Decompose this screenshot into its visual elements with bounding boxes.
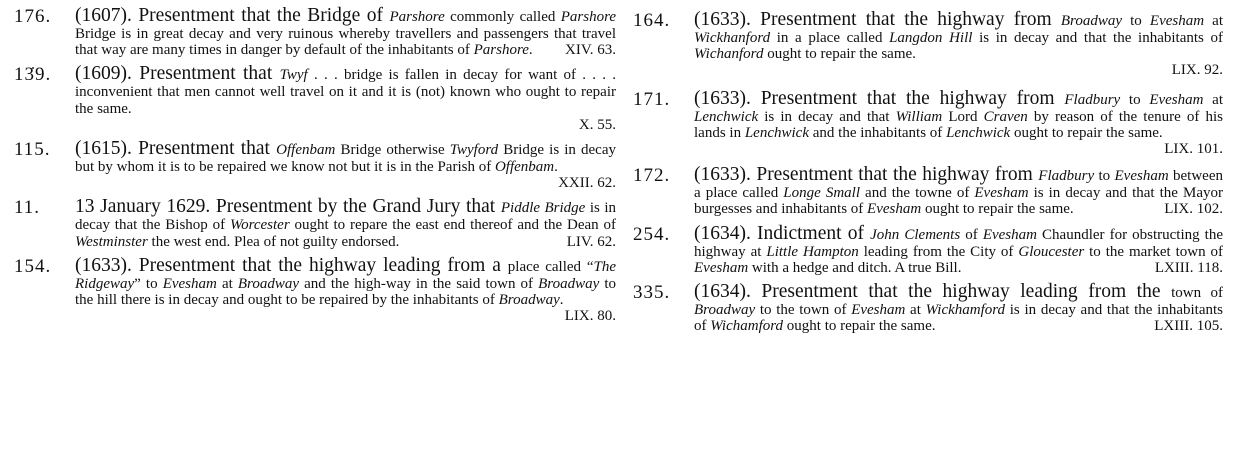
text-run: . (559, 292, 564, 309)
left-column (14, 6, 616, 324)
text-run: with a hedge and ditch. A true Bill. (748, 259, 962, 276)
entry-lead: 13 January 1629. Presentment by the Grand Jury that (75, 196, 501, 218)
italic-name: Longe Small (783, 185, 860, 202)
text-run: . (554, 159, 558, 176)
text-run: between a place called (694, 168, 1223, 202)
italic-name: Broadway (694, 302, 756, 319)
text-run: to the hill there is in decay and ought to be repaired by the inhabitants of (75, 275, 617, 309)
text-run: town of (1171, 285, 1223, 302)
entry-text (75, 256, 616, 325)
italic-name: Wichamford (710, 318, 784, 335)
text-run: ought to repair the same. (783, 318, 936, 335)
text-run: to (1121, 13, 1150, 29)
entry (633, 89, 1223, 158)
italic-name: Gloucester (1018, 243, 1085, 260)
text-run: is in decay that the Bishop of (75, 200, 617, 234)
entry (14, 139, 616, 191)
record-reference: LXIII. 118. (1154, 259, 1223, 276)
italic-name: Wichanford (694, 46, 764, 63)
entry-lead: (1609). Presentment that (75, 63, 280, 85)
text-run: Bridge is in decay but by whom it is to be repaired we know not but it is in the Parish of (75, 142, 616, 176)
italic-name: Evesham (1149, 13, 1205, 29)
italic-name: Evesham (694, 259, 749, 276)
text-run: Chaundler for obstructing the highway at (694, 226, 1223, 260)
entry-number: 171. (633, 88, 671, 110)
text-run: to (1094, 168, 1115, 185)
italic-name: Worcester (229, 217, 290, 234)
entry (14, 64, 616, 133)
entry-number: 254. (633, 223, 671, 245)
entry-lead: (1634). Indictment of (694, 222, 871, 244)
text-run: at (1203, 91, 1224, 108)
text-run: the west end. Plea of not guilty endorsed. (147, 233, 400, 250)
italic-name: Evesham (851, 302, 906, 319)
italic-name: Lenchwick (744, 124, 809, 141)
text-run: ought to repair the same. (1010, 124, 1163, 141)
italic-name: Westminster (75, 233, 148, 250)
entry (633, 10, 1223, 79)
record-reference: LIV. 62. (566, 233, 616, 250)
text-run: at (216, 275, 238, 292)
text-run: commonly called (444, 9, 561, 25)
record-reference-line (694, 62, 1223, 78)
entry (633, 165, 1223, 217)
text-run: is in decay and that the Mayor burgesses and inhabitants of (694, 185, 1223, 218)
italic-name: Piddle Bridge (500, 200, 586, 217)
entry-lead: (1615). Presentment that (75, 138, 277, 160)
entry-number: 176. (14, 6, 52, 27)
record-reference: LXIII. 105. (1154, 318, 1223, 335)
entry-lead: (1607). Presentment that the Bridge of (75, 5, 390, 26)
entry-number: 11. (14, 197, 41, 219)
entry-text (694, 10, 1223, 62)
italic-name: Parshore (473, 42, 529, 59)
text-run: ought to repare the east end thereof and the Dean of (289, 217, 617, 234)
record-reference: LIX. 80. (564, 308, 616, 325)
text-run: ought to repair the same. (921, 201, 1074, 218)
text-run: leading from the City of (858, 243, 1019, 260)
entry-text (694, 89, 1223, 158)
italic-name: Lenchwick (946, 124, 1011, 141)
italic-name: Evesham (1149, 91, 1204, 108)
entry-number: 154. (14, 255, 52, 277)
text-run: . . . bridge is fallen in decay for want of . . . . inconvenient that men cannot well travel on it and it is (not) known who ought to repair the same. (75, 67, 616, 117)
italic-name: Lenchwick (694, 108, 759, 125)
italic-name: The Ridgeway (75, 258, 616, 292)
italic-name: William (895, 108, 943, 125)
italic-name: Little Hampton (766, 243, 859, 260)
entry-text (694, 282, 1223, 334)
entry-text (694, 165, 1223, 217)
record-reference-line (75, 117, 616, 133)
record-reference: X. 55. (578, 116, 616, 133)
entry-text (75, 6, 616, 58)
entry-lead: (1633). Presentment that the highway from (694, 9, 1061, 30)
text-run: . (528, 42, 533, 59)
text-run: and the towne of (859, 185, 975, 202)
entry-text (75, 64, 616, 116)
record-reference: LIX. 92. (1171, 62, 1223, 79)
record-reference: LIX. 102. (1164, 201, 1223, 218)
italic-name: Parshore (389, 9, 445, 25)
italic-name: Evesham (162, 275, 217, 292)
italic-name: Evesham (1114, 168, 1169, 185)
text-run: and the high-way in the said town of (298, 275, 539, 292)
entry-number: 139. (14, 64, 52, 86)
text-run: is in decay and that the inhabitants of (694, 302, 1223, 335)
italic-name: Broadway (498, 292, 560, 309)
entry (633, 224, 1223, 276)
entry (14, 256, 616, 325)
italic-name: John Clements (870, 226, 961, 243)
right-column (633, 6, 1223, 334)
text-run: to (1120, 91, 1150, 108)
text-run: at (905, 302, 926, 319)
entry-lead: (1633). Presentment that the highway from (694, 87, 1065, 109)
italic-name: Wickhanford (694, 30, 771, 46)
entry-lead: (1633). Presentment that the highway from (694, 164, 1039, 186)
text-run: place called “ (507, 258, 594, 275)
italic-name: Broadway (237, 275, 299, 292)
entry-text (75, 139, 616, 191)
text-run: to the town of (755, 302, 852, 319)
text-run: ought to repair the same. (763, 46, 916, 63)
text-run: in a place called (770, 30, 890, 46)
italic-name: Offenbam (276, 142, 336, 159)
text-run: Bridge otherwise (335, 142, 450, 159)
entry-lead: (1633). Presentment that the highway leading from a (75, 254, 508, 276)
entry-number: 115. (14, 139, 51, 161)
text-run: is in decay and that (758, 108, 896, 125)
entry (633, 282, 1223, 334)
entry (14, 6, 616, 58)
entry-number: 172. (633, 165, 671, 187)
italic-name: Evesham (982, 226, 1037, 243)
italic-name: Twyf (279, 67, 308, 84)
italic-name: Parshore (560, 9, 617, 25)
italic-name: Twyford (449, 142, 499, 159)
text-run: Lord (942, 108, 984, 125)
text-run: by reason of the tenure of his lands in (694, 108, 1223, 141)
entry-number: 335. (633, 282, 671, 304)
record-reference: LIX. 101. (1164, 141, 1223, 158)
italic-name: Offenbam (494, 159, 555, 176)
entry-lead: (1634). Presentment that the highway leading from the (694, 281, 1172, 303)
italic-name: Broadway (1060, 13, 1122, 29)
italic-name: Fladbury (1064, 91, 1121, 108)
entry-text (694, 224, 1223, 276)
record-reference: XXII. 62. (558, 175, 616, 192)
italic-name: Craven (983, 108, 1028, 125)
italic-name: Evesham (867, 201, 922, 218)
entry (14, 197, 616, 249)
text-run: Bridge is in great decay and very ruinous whereby travellers and passengers that travel that way are many times in danger by default of the inhabitants of (75, 26, 616, 59)
text-run: is in decay and that the inhabitants of (972, 30, 1223, 46)
text-run: and the inhabitants of (809, 124, 947, 141)
italic-name: Evesham (974, 185, 1029, 202)
text-run: at (1204, 13, 1224, 29)
italic-name: Fladbury (1038, 168, 1095, 185)
text-run: ” to (134, 275, 163, 292)
text-run: of (960, 226, 983, 243)
record-reference: XIV. 63. (565, 42, 616, 59)
italic-name: Langdon Hill (889, 30, 973, 46)
entry-text (75, 197, 616, 249)
italic-name: Wickhamford (925, 302, 1006, 319)
italic-name: Broadway (538, 275, 600, 292)
entry-number: 164. (633, 10, 671, 31)
text-run: to the market town of (1084, 243, 1224, 260)
